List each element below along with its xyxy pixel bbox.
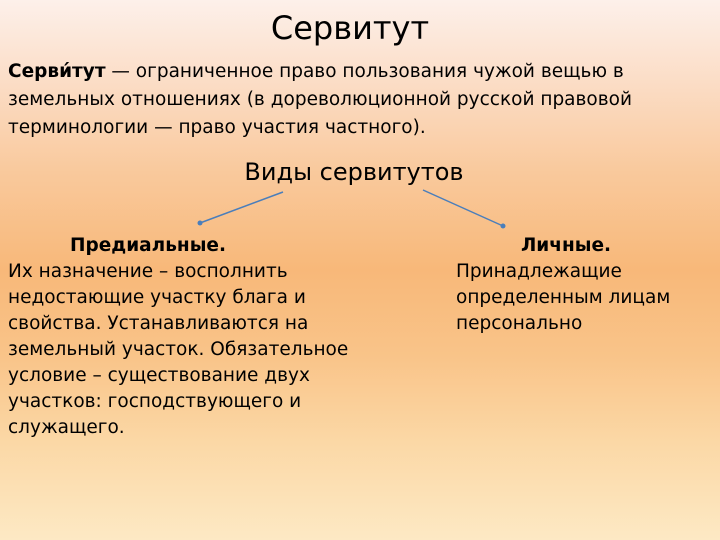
type-predial-heading: Предиальные. [70, 235, 226, 256]
arrow-left [200, 192, 283, 223]
type-personal-description: Принадлежащие определенным лицам персонально [456, 261, 671, 334]
type-personal-heading: Личные. [520, 235, 612, 256]
arrow-right-head [501, 224, 506, 229]
arrow-left-head [198, 221, 203, 226]
arrow-right [423, 190, 503, 226]
type-predial [8, 233, 373, 441]
types-subtitle: Виды сервитутов [244, 158, 464, 186]
type-predial-description: Их назначение – восполнить недостающие участку блага и свойства. Устанавливаются на земельный участок. Обязательное условие – существование двух участков: господствующего и служащего. [8, 261, 349, 438]
type-personal [456, 233, 716, 337]
definition-term: Серви́тут [8, 61, 106, 82]
slide-title: Сервитут [270, 9, 430, 47]
definition-text: — ограниченное право пользования чужой вещью в земельных отношениях (в дореволюционной русской правовой терминологии — право участия частного). [8, 61, 632, 138]
